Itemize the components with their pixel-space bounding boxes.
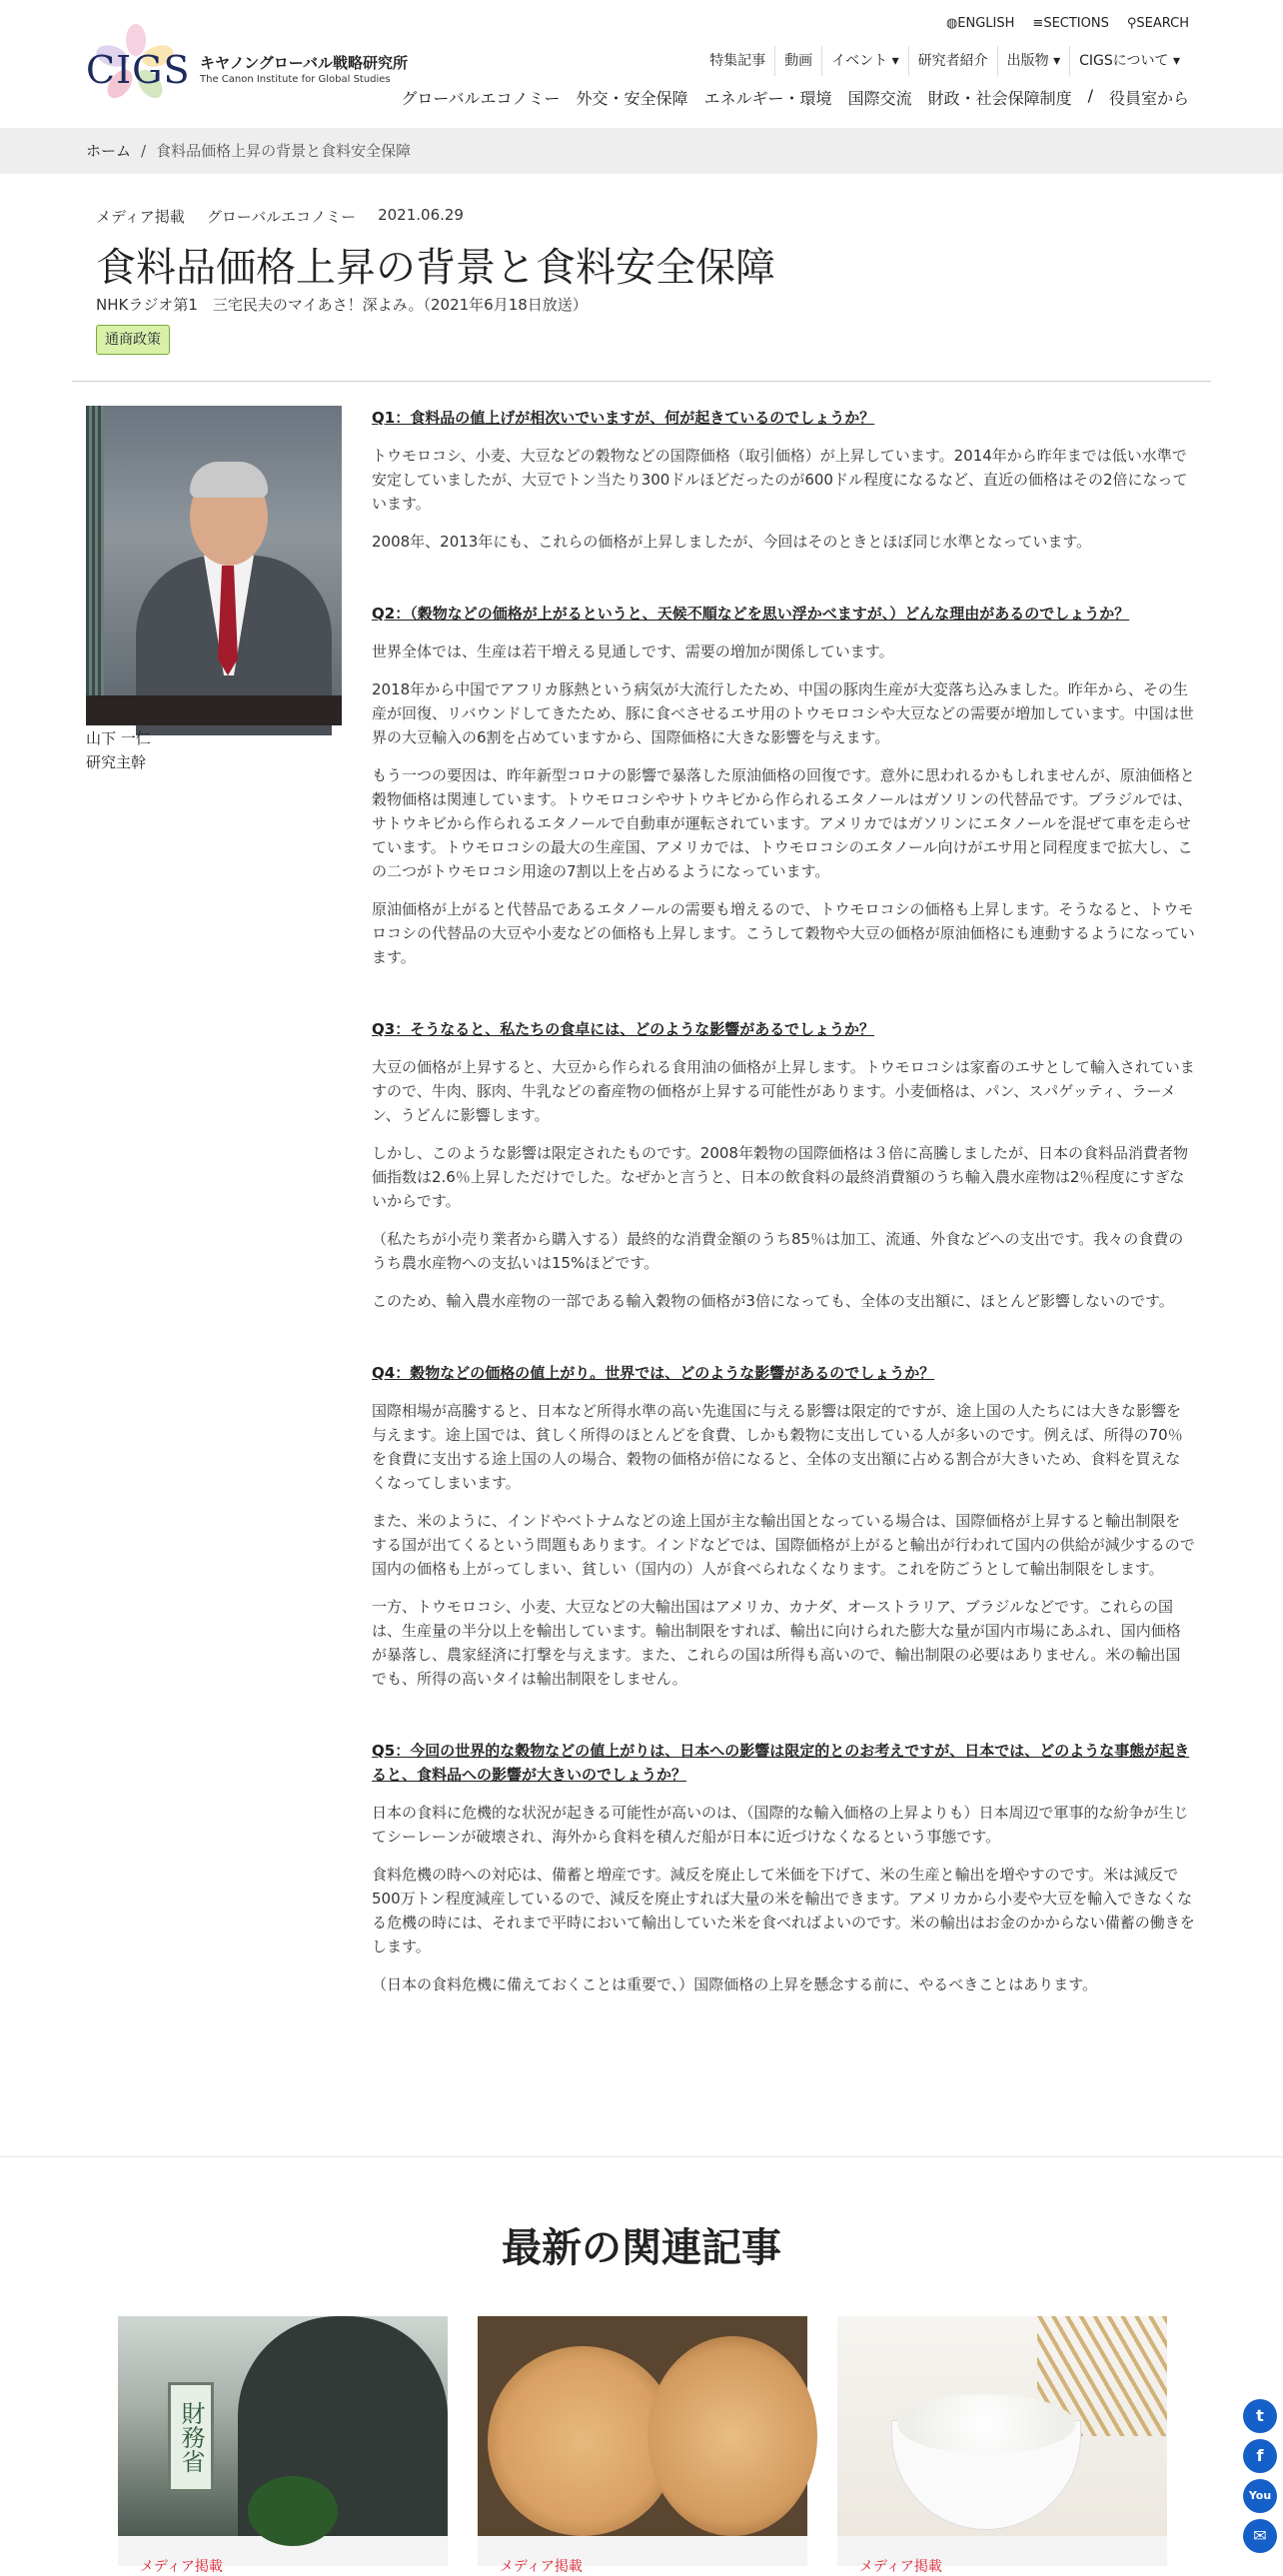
search-icon: ⚲ xyxy=(1126,16,1137,31)
sub-nav-events[interactable]: イベント ▾ xyxy=(821,46,907,76)
menu-icon: ≡ xyxy=(1032,16,1044,31)
paragraph: （日本の食料危機に備えておくことは重要で、）国際価格の上昇を懸念する前に、やるべきことはあります。 xyxy=(372,1975,1098,1993)
breadcrumb-separator: / xyxy=(141,142,147,160)
article-body xyxy=(372,406,1195,2010)
author-name[interactable]: 山下 一仁 xyxy=(86,729,151,747)
breadcrumb-home[interactable]: ホーム xyxy=(86,142,132,160)
paragraph: （私たちが小売り業者から購入する）最終的な消費金額のうち85％は加工、流通、外食などへの支出です。我々の食費のうち農水産物への支払いは15%ほどです。 xyxy=(372,1230,1184,1272)
main-nav-finance[interactable]: 財政・社会保障制度 xyxy=(927,89,1072,108)
header-divider xyxy=(72,381,1211,382)
related-card-2[interactable] xyxy=(478,2316,807,2575)
main-nav xyxy=(401,86,1189,109)
paragraph: もう一つの要因は、昨年新型コロナの影響で暴落した原油価格の回復です。意外に思われるかもしれませんが、原油価格と穀物価格は関連しています。トウモロコシやサトウキビから作られるエタノールはガソリンの代替品です。ブラジルでは、サトウキビから作られるエタノールで自動車が運転されています。アメリカではガソリンにエタノールを混ぜて車を走らせています。トウモロコシの最大の生産国、アメリカでは、トウモロコシのエタノール向けがエサ用と同程度まで拡大し、この二つがトウモロコシ用途の7割以上を占めるようになっています。 xyxy=(372,766,1195,880)
mail-icon[interactable]: ✉ xyxy=(1243,2519,1277,2553)
paragraph: 大豆の価格が上昇すると、大豆から作られる食用油の価格が上昇します。トウモロコシは家畜のエサとして輸入されていますので、牛肉、豚肉、牛乳などの畜産物の価格が上昇する可能性があります。小麦価格は、パン、スパゲッティ、ラーメン、うどんに影響します。 xyxy=(372,1058,1195,1124)
youtube-icon[interactable]: You xyxy=(1243,2479,1277,2513)
related-card-image[interactable] xyxy=(837,2316,1167,2536)
facebook-icon[interactable]: f xyxy=(1243,2439,1277,2473)
sections-link[interactable]: ≡SECTIONS xyxy=(1032,16,1109,31)
logo-jp-text: キヤノングローバル戦略研究所 xyxy=(200,54,409,72)
main-nav-global-economy[interactable]: グローバルエコノミー xyxy=(401,89,561,108)
sub-nav-about[interactable]: CIGSについて ▾ xyxy=(1069,46,1189,76)
main-nav-international[interactable]: 国際交流 xyxy=(847,89,912,108)
main-nav-energy[interactable]: エネルギー・環境 xyxy=(703,89,832,108)
question-2: Q2：（穀物などの価格が上がるというと、天候不順などを思い浮かべますが、）どんな理由があるのでしょうか？ xyxy=(372,605,1130,623)
article-meta xyxy=(96,206,464,227)
paragraph: 一方、トウモロコシ、小麦、大豆などの大輸出国はアメリカ、カナダ、オーストラリア、ブラジルなどです。これらの国は、生産量の半分以上を輸出しています。輸出制限をすれば、輸出に向けられた膨大な量が国内市場にあふれ、国内価格が暴落し、農家経済に打撃を与えます。また、これらの国は所得も高いので、輸出制限の必要はありません。米の輸出国でも、所得の高いタイは輸出制限をしません。 xyxy=(372,1598,1181,1688)
related-card-image[interactable] xyxy=(118,2316,448,2536)
main-nav-diplomacy[interactable]: 外交・安全保障 xyxy=(576,89,688,108)
main-nav-separator: / xyxy=(1087,86,1093,105)
paragraph: また、米のように、インドやベトナムなどの途上国が主な輸出国となっている場合は、国際価格が上昇すると輸出制限をする国が出てくるという問題もあります。インドなどでは、国際価格が上がると輸出が行われて国内の供給が減少するので国内の価格も上がってしまい、貧しい（国内の）人が食べられなくなります。これを防ごうとして輸出制限をします。 xyxy=(372,1512,1195,1578)
tag-badge[interactable]: 通商政策 xyxy=(96,325,170,355)
twitter-icon[interactable]: t xyxy=(1243,2399,1277,2433)
related-card-category: メディア掲載 xyxy=(500,2559,583,2575)
breadcrumb xyxy=(0,128,1283,174)
page-title: 食料品価格上昇の背景と食料安全保障 xyxy=(96,245,775,291)
paragraph: このため、輸入農水産物の一部である輸入穀物の価格が3倍になっても、全体の支出額に、ほとんど影響しないのです。 xyxy=(372,1292,1174,1310)
sub-nav-features[interactable]: 特集記事 xyxy=(709,53,766,69)
related-title: 最新の関連記事 xyxy=(502,2225,781,2271)
paragraph: 原油価格が上がると代替品であるエタノールの需要も増えるので、トウモロコシの価格も上昇します。そうなると、トウモロコシの代替品の大豆や小麦などの価格も上昇します。こうして穀物や大豆の価格が原油価格にも連動するようになっています。 xyxy=(372,900,1195,966)
paragraph: 2018年から中国でアフリカ豚熱という病気が大流行したため、中国の豚肉生産が大変落ち込みました。昨年から、その生産が回復、リバウンドしてきたため、豚に食べさせるエサ用のトウモロコシや大豆などの需要が増加しています。中国は世界の大豆輸入の6割を占めていますから、国際価格に大きな影響を与えます。 xyxy=(372,680,1194,746)
article-section[interactable]: グローバルエコノミー xyxy=(206,208,357,226)
breadcrumb-current: 食料品価格上昇の背景と食料安全保障 xyxy=(156,142,412,160)
article-category[interactable]: メディア掲載 xyxy=(96,208,185,226)
paragraph: 国際相場が高騰すると、日本など所得水準の高い先進国に与える影響は限定的ですが、途上国の人たちには大きな影響を与えます。途上国では、貧しく所得のほとんどを食費、しかも穀物に支出している人が多いのです。例えば、所得の70％を食費に支出する途上国の人の場合、穀物の価格が倍になると、全体の支出額に占める割合が大きいため、食料を買えなくなってしまいます。 xyxy=(372,1402,1183,1492)
sub-nav xyxy=(700,46,1189,76)
search-link[interactable]: ⚲SEARCH xyxy=(1126,16,1189,31)
globe-icon: ◍ xyxy=(945,16,958,31)
english-link[interactable]: ◍ENGLISH xyxy=(945,16,1015,31)
paragraph: 2008年、2013年にも、これらの価格が上昇しましたが、今回はそのときとほぼ同じ水準となっています。 xyxy=(372,533,1092,551)
related-divider xyxy=(0,2156,1283,2157)
related-card-1[interactable] xyxy=(118,2316,448,2575)
utility-nav xyxy=(946,16,1189,31)
article-date: 2021.06.29 xyxy=(378,206,464,224)
author-role: 研究主幹 xyxy=(86,753,147,771)
question-1: Q1：食料品の値上げが相次いでいますが、何が起きているのでしょうか？ xyxy=(372,409,875,427)
paragraph: 食料危機の時への対応は、備蓄と増産です。減反を廃止して米価を下げて、米の生産と輸出を増やすのです。米は減反で500万トン程度減産しているので、減反を廃止すれば大量の米を輸出できます。アメリカから小麦や大豆を輸入できなくなる危機の時には、それまで平時において輸出していた米を食べればよいのです。米の輸出はお金のかからない備蓄の働きをします。 xyxy=(372,1866,1195,1955)
logo-en-text: The Canon Institute for Global Studies xyxy=(200,74,391,85)
paragraph: 日本の食料に危機的な状況が起きる可能性が高いのは、（国際的な輸入価格の上昇よりも）日本周辺で軍事的な紛争が生じてシーレーンが破壊され、海外から食料を積んだ船が日本に近づけなくなるという事態です。 xyxy=(372,1804,1189,1846)
logo-text: CIGS xyxy=(86,48,191,92)
sub-nav-publications[interactable]: 出版物 ▾ xyxy=(997,46,1069,76)
cigs-logo[interactable] xyxy=(86,26,409,98)
site-header xyxy=(0,0,1283,128)
sub-nav-researchers[interactable]: 研究者紹介 xyxy=(908,46,997,76)
related-card-category: メディア掲載 xyxy=(859,2559,942,2575)
question-4: Q4：穀物などの価格の値上がり。世界では、どのような影響があるのでしょうか？ xyxy=(372,1364,935,1382)
author-photo[interactable] xyxy=(86,406,342,725)
main-nav-executive[interactable]: 役員室から xyxy=(1108,89,1189,108)
related-card-image[interactable] xyxy=(478,2316,807,2536)
related-card-category: メディア掲載 xyxy=(140,2559,223,2575)
paragraph: 世界全体では、生産は若干増える見通しです、需要の増加が関係しています。 xyxy=(372,643,894,660)
question-3: Q3：そうなると、私たちの食卓には、どのような影響があるでしょうか？ xyxy=(372,1020,875,1038)
paragraph: しかし、このような影響は限定されたものです。2008年穀物の国際価格は３倍に高騰しましたが、日本の食料品消費者物価指数は2.6％上昇しただけでした。なぜかと言うと、日本の飲食料の最終消費額のうち輸入農水産物は2％程度にすぎないからです。 xyxy=(372,1144,1188,1210)
sub-nav-videos[interactable]: 動画 xyxy=(774,46,821,76)
article-subtitle: NHKラジオ第1 三宅民夫のマイあさ！深よみ。（2021年6月18日放送） xyxy=(96,296,588,314)
paragraph: トウモロコシ、小麦、大豆などの穀物などの国際価格（取引価格）が上昇しています。2014年から昨年までは低い水準で安定していましたが、大豆でトン当たり300ドルほどだったのが600ドル程度になるなど、直近の価格はその2倍になっています。 xyxy=(372,447,1188,513)
ministry-sign: 財務省 xyxy=(168,2382,214,2492)
related-card-3[interactable] xyxy=(837,2316,1167,2575)
question-5: Q5：今回の世界的な穀物などの値上がりは、日本への影響は限定的とのお考えですが、日本では、どのような事態が起きると、食料品への影響が大きいのでしょうか？ xyxy=(372,1742,1190,1784)
